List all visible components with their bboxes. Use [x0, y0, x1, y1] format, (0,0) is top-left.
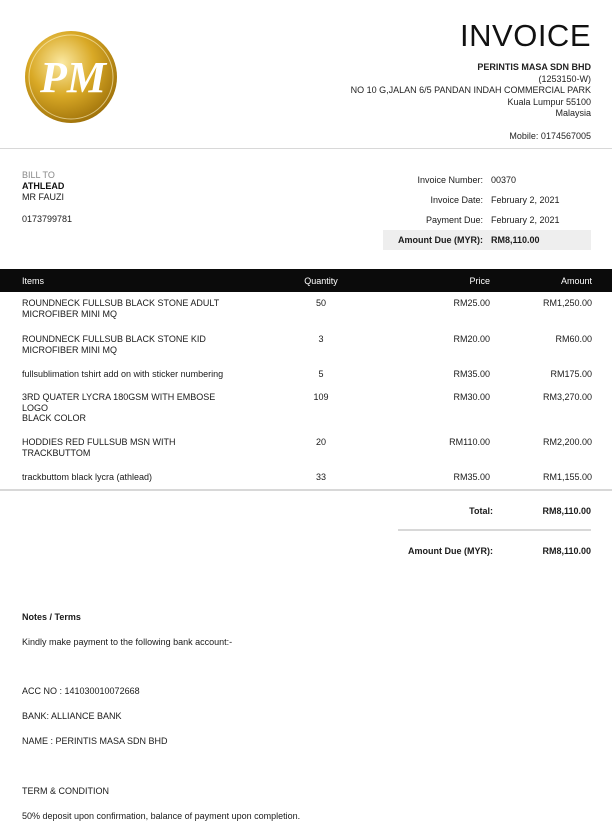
item-price: RM35.00	[453, 472, 490, 482]
amount-due-total-value: RM8,110.00	[542, 546, 591, 556]
payment-due: February 2, 2021	[491, 215, 560, 225]
item-description: trackbuttom black lycra (athlead)	[22, 472, 153, 482]
notes-terms	[22, 598, 300, 835]
total-row	[393, 506, 591, 516]
item-amount: RM60.00	[555, 334, 592, 344]
item-amount: RM3,270.00	[542, 392, 592, 402]
company-logo	[24, 30, 118, 124]
bill-to	[22, 170, 72, 225]
amount-due-row	[383, 230, 591, 250]
item-amount: RM175.00	[550, 369, 592, 379]
invoice-number-row	[383, 170, 591, 190]
table-row	[0, 472, 612, 486]
amount-due-total-label: Amount Due (MYR):	[408, 546, 493, 556]
invoice-date-label: Invoice Date:	[430, 195, 483, 205]
item-amount: RM2,200.00	[542, 437, 592, 447]
header-items: Items	[22, 275, 45, 286]
notes-heading: Notes / Terms	[22, 611, 81, 622]
table-row	[0, 369, 612, 392]
bank-name: BANK: ALLIANCE BANK	[22, 711, 122, 721]
amount-due-total-row	[393, 546, 591, 556]
item-amount: RM1,155.00	[542, 472, 592, 482]
invoice-number-label: Invoice Number:	[417, 175, 483, 185]
item-price: RM30.00	[453, 392, 490, 402]
amount-due: RM8,110.00	[491, 235, 540, 245]
terms-heading: TERM & CONDITION	[22, 785, 109, 796]
invoice-date-row	[383, 190, 591, 210]
table-divider	[0, 489, 612, 491]
item-description: ROUNDNECK FULLSUB BLACK STONE KID MICROFIBER MINI MQ	[22, 334, 206, 355]
company-reg: (1253150-W)	[538, 73, 591, 84]
table-row	[0, 392, 612, 437]
item-price: RM25.00	[453, 298, 490, 308]
client-contact: MR FAUZI	[22, 192, 64, 202]
header-divider	[0, 148, 612, 149]
bill-to-label: BILL TO	[22, 170, 55, 180]
item-description: 3RD QUATER LYCRA 180GSM WITH EMBOSE LOGO BLACK COLOR	[22, 392, 216, 423]
bank-account-number: ACC NO : 141030010072668	[22, 686, 140, 696]
item-price: RM110.00	[449, 437, 490, 447]
notes-intro: Kindly make payment to the following bank account:-	[22, 636, 233, 647]
logo-text: PM	[40, 53, 106, 102]
company-address-line1: NO 10 G,JALAN 6/5 PANDAN INDAH COMMERCIAL PARK	[350, 85, 591, 95]
table-row	[0, 437, 612, 472]
amount-due-label: Amount Due (MYR):	[398, 235, 483, 245]
payment-due-row	[383, 210, 591, 230]
item-amount: RM1,250.00	[542, 298, 592, 308]
total-value: RM8,110.00	[542, 506, 591, 516]
company-name: PERINTIS MASA SDN BHD	[477, 62, 591, 72]
item-description: ROUNDNECK FULLSUB BLACK STONE ADULT MICROFIBER MINI MQ	[22, 298, 220, 319]
header-amount: Amount	[560, 275, 592, 286]
company-mobile: Mobile: 0174567005	[509, 130, 591, 141]
item-quantity: 5	[318, 369, 324, 379]
company-info	[351, 62, 591, 142]
invoice-meta	[383, 170, 591, 250]
item-quantity: 50	[315, 298, 326, 308]
company-country: Malaysia	[555, 108, 591, 118]
invoice-number: 00370	[491, 175, 517, 185]
client-phone: 0173799781	[22, 214, 73, 224]
client-name: ATHLEAD	[22, 181, 65, 191]
header-quantity: Quantity	[304, 275, 338, 286]
table-row	[0, 334, 612, 369]
table-header	[0, 269, 612, 292]
header-price: Price	[469, 275, 490, 286]
terms-text: 50% deposit upon confirmation, balance of payment upon completion.	[22, 810, 301, 821]
item-price: RM20.00	[453, 334, 490, 344]
item-description: HODDIES RED FULLSUB MSN WITH TRACKBUTTOM	[22, 437, 176, 458]
payment-due-label: Payment Due:	[425, 215, 483, 225]
item-quantity: 20	[315, 437, 326, 447]
item-quantity: 3	[318, 334, 324, 344]
invoice-date: February 2, 2021	[491, 195, 560, 205]
account-name: NAME : PERINTIS MASA SDN BHD	[22, 736, 168, 746]
item-description: fullsublimation tshirt add on with sticker numbering	[22, 369, 224, 379]
item-quantity: 33	[315, 472, 326, 482]
table-row	[0, 298, 612, 334]
item-quantity: 109	[313, 392, 329, 402]
total-label: Total:	[469, 506, 493, 516]
company-address-line2: Kuala Lumpur 55100	[507, 96, 591, 107]
invoice-title: INVOICE	[460, 18, 591, 53]
item-price: RM35.00	[453, 369, 490, 379]
items-table	[0, 269, 612, 486]
totals-divider	[398, 529, 591, 531]
